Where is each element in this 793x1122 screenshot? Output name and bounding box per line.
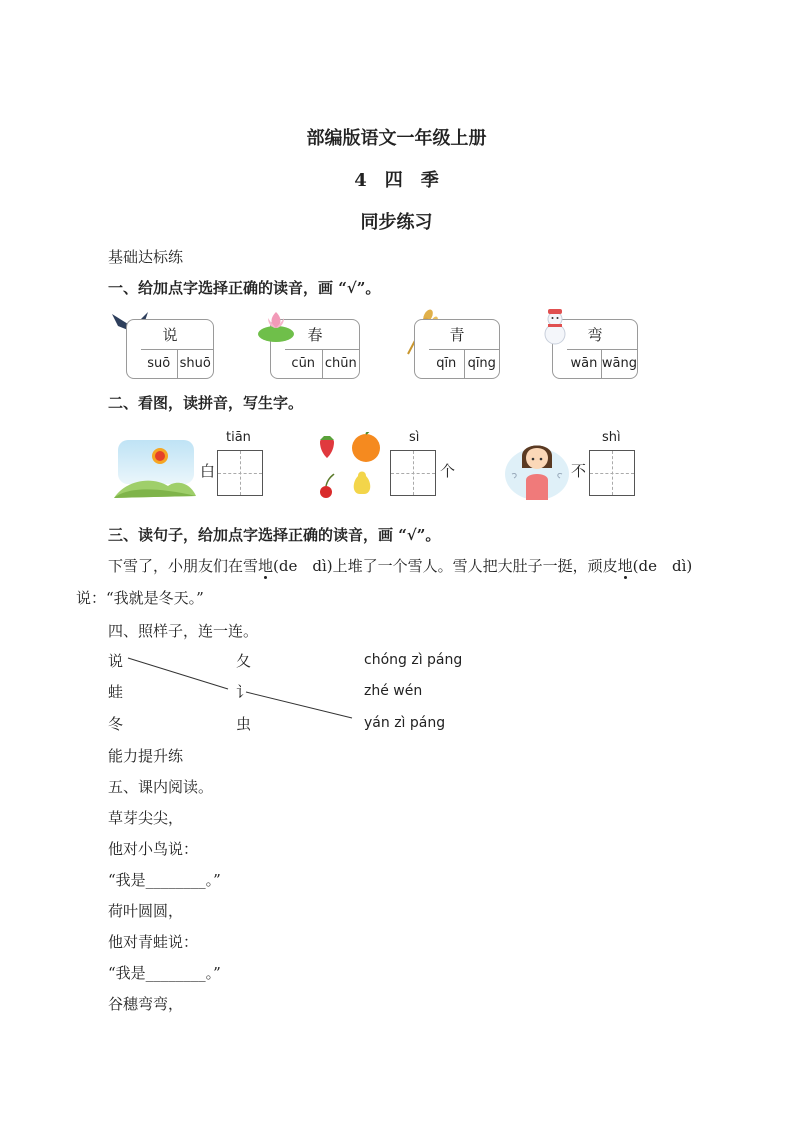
match-middle-item[interactable]: 虫 [236, 715, 252, 733]
page-subtitle: 同步练习 [360, 212, 433, 233]
lesson-title: 4 四 季 [354, 170, 439, 191]
match-middle-item[interactable]: 夂 [236, 652, 252, 670]
card-character: 春 [307, 326, 323, 344]
q2-item-2-after: 个 [440, 462, 456, 480]
pinyin-option[interactable]: chūn [322, 350, 360, 378]
pinyin-option[interactable]: suō [147, 356, 171, 371]
pinyin-option[interactable]: shuō [177, 350, 214, 378]
q2-item-1-before: 白 [200, 462, 216, 480]
q3-text-2: (de dì)上堆了一个雪人。雪人把大肚子一挺，顽皮 [273, 557, 618, 575]
pinyin-option[interactable]: wān [570, 356, 598, 371]
match-left-item[interactable]: 说 [108, 652, 124, 670]
card-character: 青 [449, 326, 465, 344]
card-character: 说 [162, 326, 178, 344]
match-left-item[interactable]: 蛙 [108, 683, 124, 701]
q3-text-1: 下雪了，小朋友们在雪 [108, 557, 259, 575]
match-right-item[interactable]: chóng zì páng [364, 652, 463, 668]
poem-line: 谷穗弯弯， [108, 995, 184, 1013]
poem-line: 荷叶圆圆， [108, 902, 184, 920]
section-advanced: 能力提升练 [108, 747, 184, 765]
pinyin-option[interactable]: wāng [601, 350, 637, 378]
q2-item-2-pinyin: sì [409, 430, 420, 445]
poem-line: “我是________。” [108, 871, 221, 889]
book-title: 部编版语文一年级上册 [306, 128, 487, 149]
match-right-item[interactable]: zhé wén [364, 683, 423, 699]
dotted-character: 地 [617, 557, 633, 575]
q2-item-3-before: 不 [571, 462, 587, 480]
poem-line: “我是________。” [108, 964, 221, 982]
card-character: 弯 [587, 326, 603, 344]
question-5: 五、课内阅读。 [108, 778, 214, 796]
match-middle-item[interactable]: 讠 [236, 683, 252, 701]
q2-item-3-pinyin: shì [602, 430, 621, 445]
q2-item-1-pinyin: tiān [226, 430, 251, 445]
pinyin-option[interactable]: cūn [291, 356, 316, 371]
q3-text-3: (de dì) [632, 557, 693, 575]
question-4: 四、照样子，连一连。 [108, 622, 259, 640]
question-2: 二、看图，读拼音，写生字。 [108, 394, 304, 412]
section-basic: 基础达标练 [108, 248, 184, 266]
match-left-item[interactable]: 冬 [108, 715, 124, 733]
match-right-item[interactable]: yán zì páng [364, 715, 446, 731]
poem-line: 他对青蛙说： [108, 933, 199, 951]
q3-sentence-line-2: 说：“我就是冬天。” [76, 589, 204, 607]
dotted-character: 地 [258, 557, 274, 575]
poem-line: 他对小鸟说： [108, 840, 199, 858]
pinyin-option[interactable]: qīn [436, 356, 457, 371]
pinyin-option[interactable]: qīng [464, 350, 500, 378]
poem-line: 草芽尖尖， [108, 809, 184, 827]
question-3: 三、读句子，给加点字选择正确的读音，画 “√”。 [108, 526, 441, 544]
question-1: 一、给加点字选择正确的读音，画 “√”。 [108, 279, 381, 297]
